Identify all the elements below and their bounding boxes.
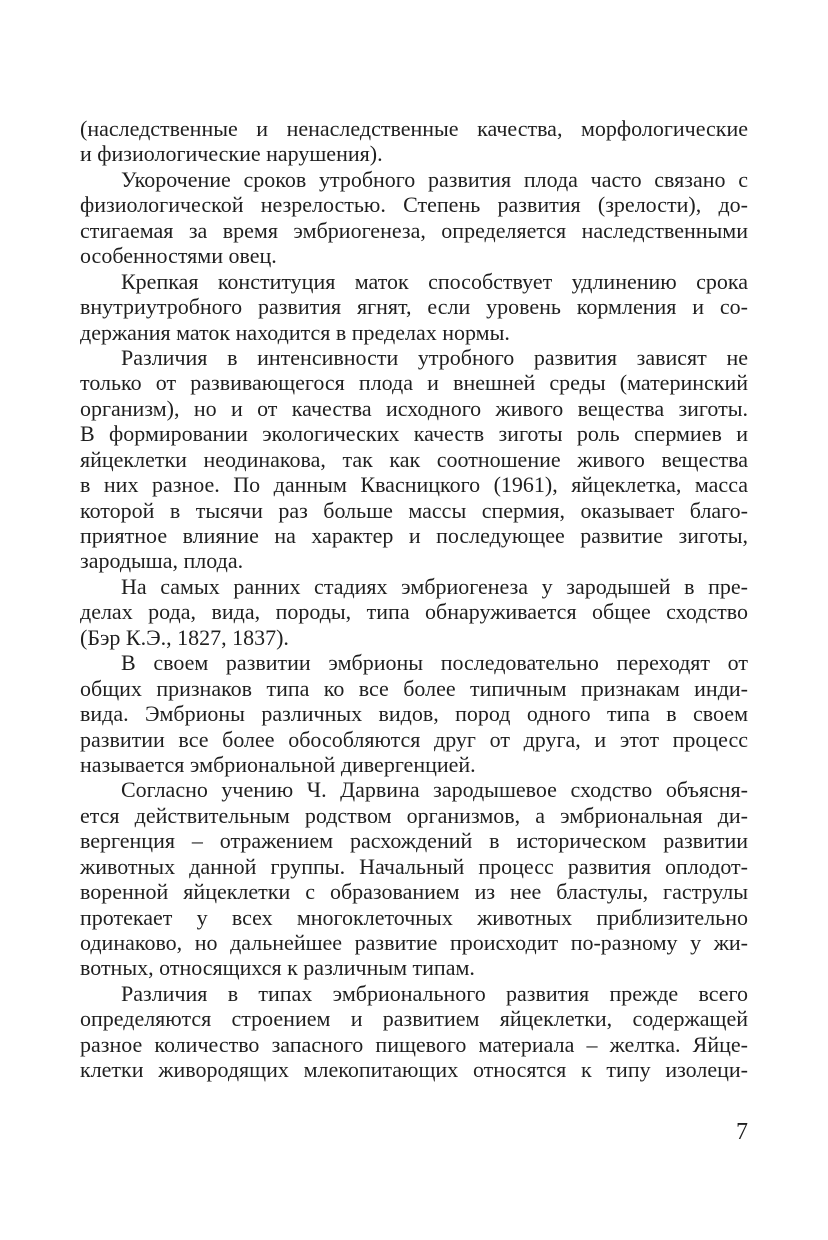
text-line: Укорочение сроков утробного развития плода часто связано с: [121, 166, 748, 192]
text-line: которой в тысячи раз больше массы спермия, оказывает благо-: [80, 497, 748, 523]
text-line: ется действительным родством организмов, а эмбриональная ди-: [80, 802, 748, 828]
text-line: в них разное. По данным Квасницкого (1961), яйцеклетка, масса: [80, 472, 748, 498]
text-line: одинаково, но дальнейшее развитие происходит по-разному у жи-: [80, 930, 748, 955]
text-line: животных данной группы. Начальный процесс развития оплодот-: [80, 853, 748, 879]
page-number: 7: [736, 1119, 748, 1145]
text-line: развитии все более обособляются друг от друга, и этот процесс: [80, 726, 748, 752]
text-line: физиологической незрелостью. Степень развития (зрелости), до-: [80, 192, 748, 218]
text-line: и физиологические нарушения).: [80, 141, 383, 167]
text-line: На самых ранних стадиях эмбриогенеза у зародышей в пре-: [121, 573, 748, 599]
text-line: общих признаков типа ко все более типичным признакам инди-: [80, 675, 748, 701]
body-text: [80, 116, 748, 1083]
text-line: Различия в типах эмбрионального развития прежде всего: [121, 980, 748, 1006]
text-line: держания маток находится в пределах нормы.: [80, 319, 510, 345]
text-line: делах рода, вида, породы, типа обнаруживается общее сходство: [80, 599, 748, 625]
text-line: только от развивающегося плода и внешней среды (материнский: [80, 370, 748, 396]
text-line: В своем развитии эмбрионы последовательно переходят от: [121, 650, 748, 676]
text-line: (Бэр К.Э., 1827, 1837).: [80, 624, 289, 650]
text-line: определяются строением и развитием яйцеклетки, содержащей: [80, 1006, 748, 1032]
text-line: Различия в интенсивности утробного развития зависят не: [121, 344, 748, 370]
text-line: вергенция – отражением расхождений в историческом развитии: [80, 828, 748, 854]
text-line: (наследственные и ненаследственные качества, морфологические: [80, 116, 748, 141]
text-line: разное количество запасного пищевого материала – желтка. Яйце-: [80, 1031, 748, 1057]
text-line: особенностями овец.: [80, 243, 277, 269]
text-line: организм), но и от качества исходного живого вещества зиготы.: [80, 395, 748, 421]
text-line: внутриутробного развития ягнят, если уровень кормления и со-: [80, 294, 748, 320]
text-line: зародыша, плода.: [80, 548, 244, 574]
text-line: вотных, относящихся к различным типам.: [80, 955, 475, 981]
text-line: яйцеклетки неодинакова, так как соотношение живого вещества: [80, 446, 748, 472]
text-line: стигаемая за время эмбриогенеза, определяется наследственными: [80, 217, 748, 243]
text-line: протекает у всех многоклеточных животных приблизительно: [80, 904, 748, 930]
text-line: Крепкая конституция маток способствует удлинению срока: [121, 268, 748, 294]
text-line: вида. Эмбрионы различных видов, пород одного типа в своем: [80, 701, 748, 727]
text-line: приятное влияние на характер и последующее развитие зиготы,: [80, 523, 748, 548]
text-line: В формировании экологических качеств зиготы роль спермиев и: [80, 421, 748, 447]
text-line: клетки живородящих млекопитающих относятся к типу изолеци-: [80, 1057, 748, 1083]
text-line: воренной яйцеклетки с образованием из нее бластулы, гаструлы: [80, 879, 748, 905]
text-line: Согласно учению Ч. Дарвина зародышевое сходство объясня-: [121, 777, 748, 803]
text-line: называется эмбриональной дивергенцией.: [80, 751, 476, 777]
